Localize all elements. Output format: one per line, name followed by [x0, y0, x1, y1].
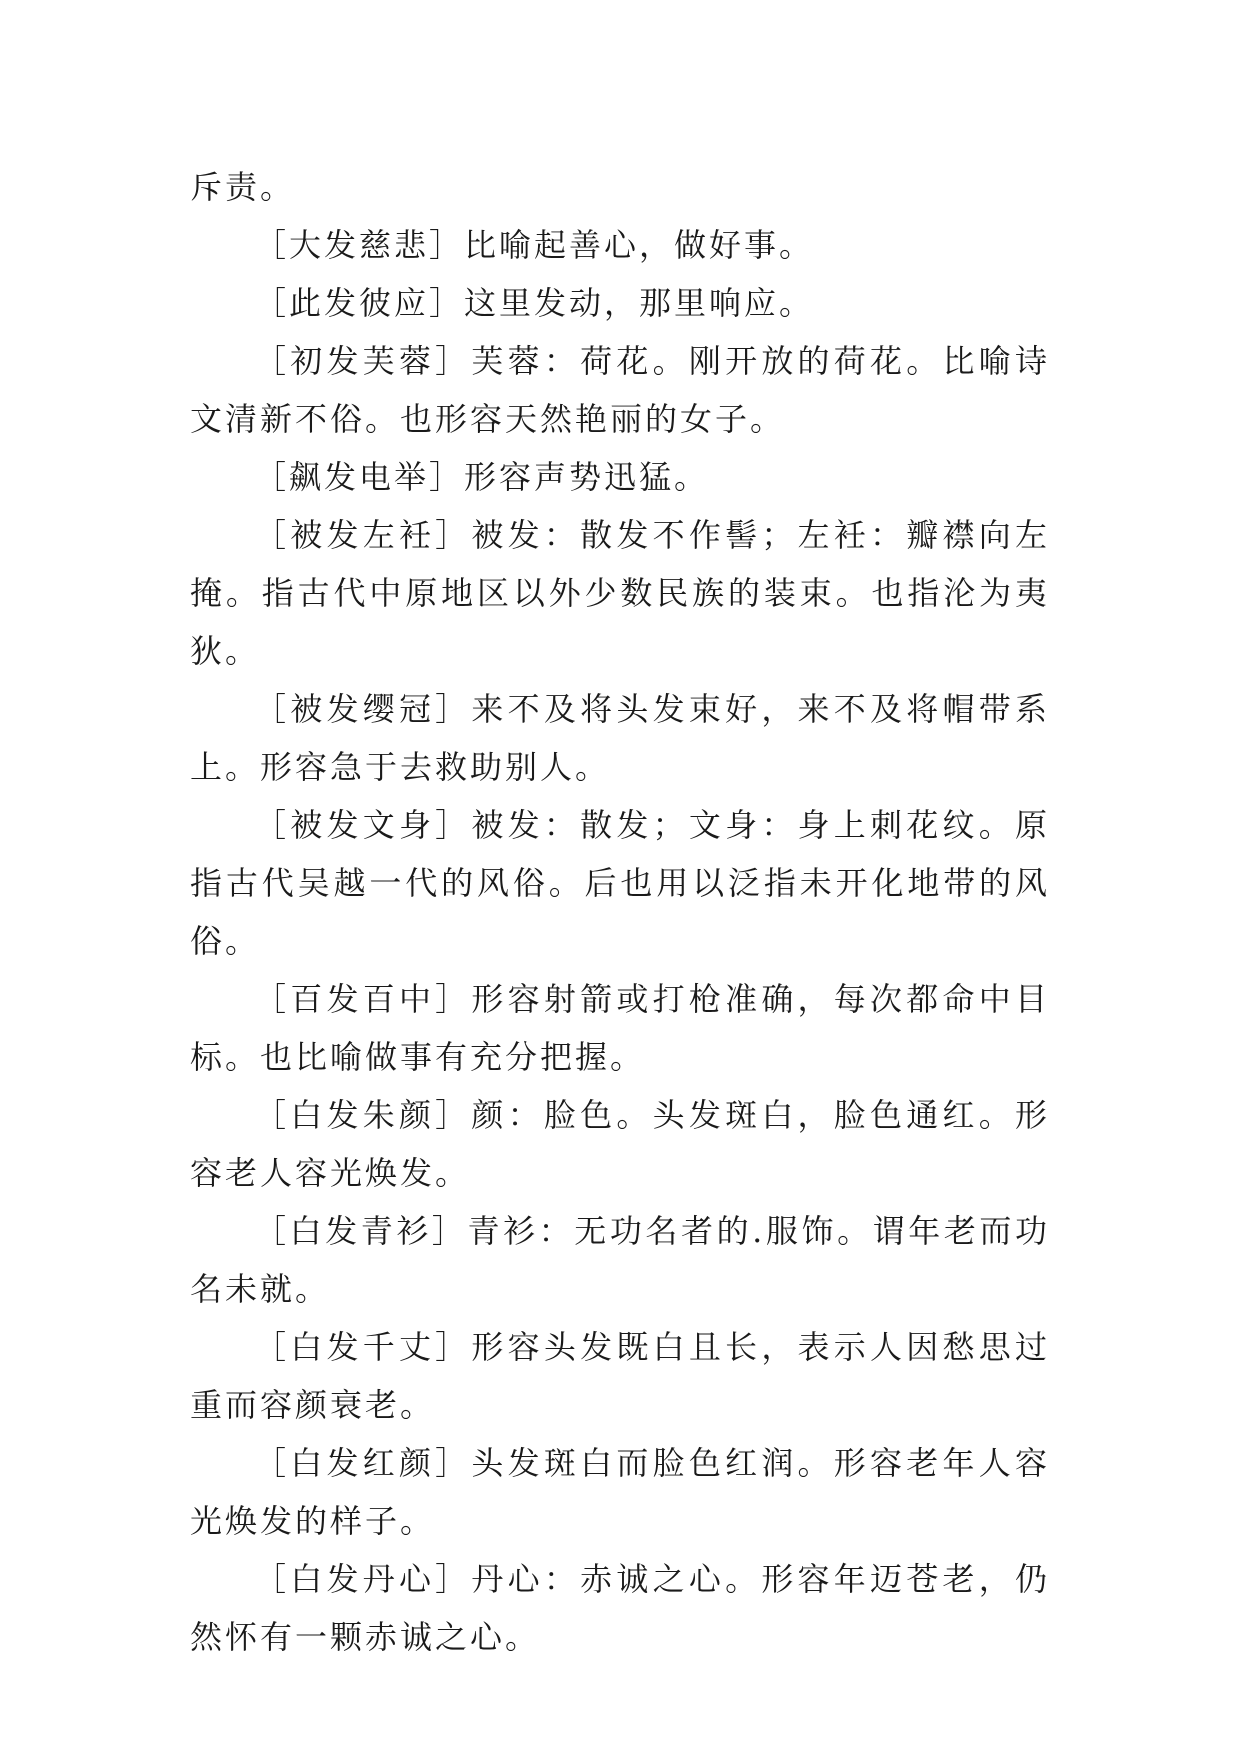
paragraph-0: 斥责。 — [190, 168, 296, 206]
entry-bei-fa-ying-guan: ［被发缨冠］来不及将头发束好，来不及将帽带系上。形容急于去救助别人。 — [190, 690, 1050, 786]
document-page — [190, 158, 1050, 1666]
entry-bei-fa-wen-shen: ［被发文身］被发：散发；文身：身上刺花纹。原指古代吴越一代的风俗。后也用以泛指未开化地带的风俗。 — [190, 806, 1050, 960]
entry-ci-fa-bi-ying: ［此发彼应］这里发动，那里响应。 — [254, 284, 815, 322]
entry-bai-fa-hong-yan: ［白发红颜］头发斑白而脸色红润。形容老年人容光焕发的样子。 — [190, 1444, 1050, 1540]
entry-biao-fa-dian-ju: ［飙发电举］形容声势迅猛。 — [254, 458, 710, 496]
entry-bei-fa-zuo-ren: ［被发左衽］被发：散发不作髻；左衽：瓣襟向左掩。指古代中原地区以外少数民族的装束。也指沦为夷狄。 — [190, 516, 1050, 670]
entry-bai-fa-bai-zhong: ［百发百中］形容射箭或打枪准确，每次都命中目标。也比喻做事有充分把握。 — [190, 980, 1050, 1076]
entry-chu-fa-fu-rong: ［初发芙蓉］芙蓉：荷花。刚开放的荷花。比喻诗文清新不俗。也形容天然艳丽的女子。 — [190, 342, 1050, 438]
entry-da-fa-ci-bei: ［大发慈悲］比喻起善心，做好事。 — [254, 226, 815, 264]
entry-bai-fa-dan-xin: ［白发丹心］丹心：赤诚之心。形容年迈苍老，仍然怀有一颗赤诚之心。 — [190, 1560, 1050, 1656]
entry-bai-fa-qian-zhang: ［白发千丈］形容头发既白且长，表示人因愁思过重而容颜衰老。 — [190, 1328, 1050, 1424]
entry-bai-fa-qing-shan: ［白发青衫］青衫：无功名者的.服饰。谓年老而功名未就。 — [190, 1212, 1050, 1308]
entry-bai-fa-zhu-yan: ［白发朱颜］颜：脸色。头发斑白，脸色通红。形容老人容光焕发。 — [190, 1096, 1050, 1192]
